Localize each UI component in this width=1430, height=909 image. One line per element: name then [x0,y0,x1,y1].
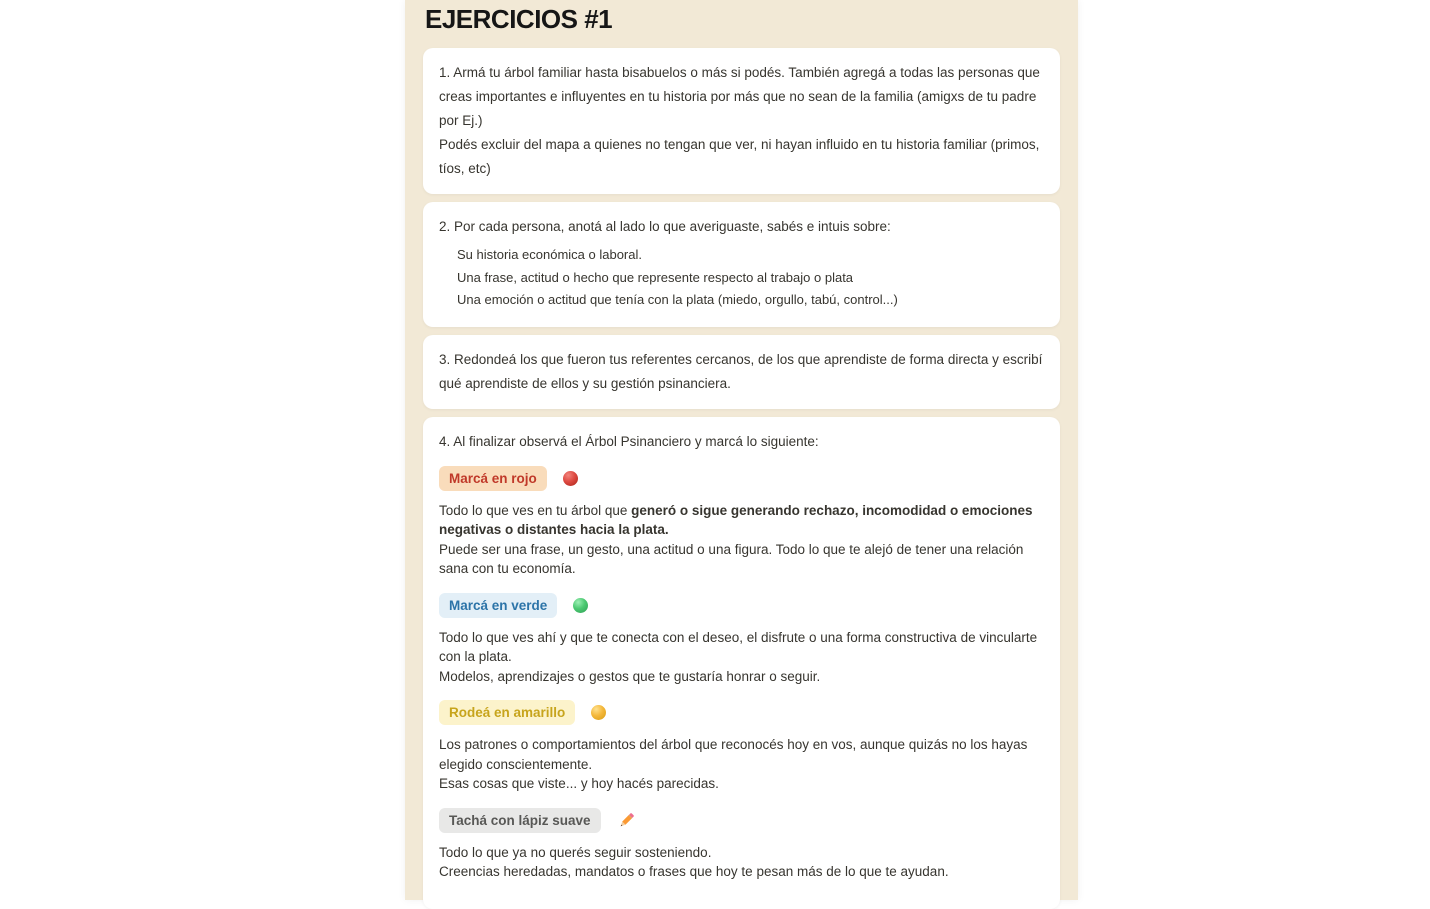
red-paragraph-normal: Todo lo que ves en tu árbol que [439,502,632,518]
green-paragraph-line2: Modelos, aprendizajes o gestos que te gustaría honrar o seguir. [439,668,821,684]
exercise-1-paragraph: 1. Armá tu árbol familiar hasta bisabuelos o más si podés. También agregá a todas las personas que creas importantes e influyentes en tu historia por más que no sean de la familia (amigxs de tu padre por Ej.) [439,65,1040,128]
yellow-paragraph-line2: Esas cosas que viste... y hoy hacés parecidas. [439,776,719,791]
document-column [405,0,1078,900]
list-item: Una emoción o actitud que tenía con la plata (miedo, orgullo, tabú, control...) [457,292,898,307]
pencil-paragraph-line2: Creencias heredadas, mandatos o frases que hoy te pesan más de lo que te ayudan. [439,864,949,879]
green-paragraph-line1: Todo lo que ves ahí y que te conecta con el deseo, el disfrute o una forma constructiva de vincularte con la plata. [439,629,1038,664]
pencil-paragraph-line1: Todo lo que ya no querés seguir sosteniendo. [439,844,712,860]
yellow-paragraph-line1: Los patrones o comportamientos del árbol que reconocés hoy en vos, aunque quizás no los hayas elegido conscientemente. [439,737,1028,772]
red-paragraph-line2: Puede ser una frase, un gesto, una actitud o una figura. Todo lo que te alejó de tener una relación sana con tu economía. [439,541,1024,576]
exercise-card-3 [423,335,1060,409]
exercise-2-heading: 2. Por cada persona, anotá al lado lo que averiguaste, sabés e intuis sobre: [439,219,891,234]
red-badge-row [439,466,1044,491]
red-paragraph-bold: generó o sigue generando rechazo, incomodidad o emociones negativas o distantes hacia la plata. [439,502,1033,537]
pencil-section-paragraph [439,843,1044,882]
green-badge: Marcá en verde [439,593,557,618]
exercise-4-heading: 4. Al finalizar observá el Árbol Psinanciero y marcá lo siguiente: [439,433,819,449]
yellow-badge: Rodeá en amarillo [439,700,575,725]
exercise-card-4 [423,417,1060,909]
yellow-section-paragraph [439,735,1044,794]
pencil-badge: Tachá con lápiz suave [439,808,601,833]
red-circle-icon [563,471,578,486]
exercise-3-paragraph: 3. Redondeá los que fueron tus referentes cercanos, de los que aprendiste de forma directa y escribí qué aprendiste de ellos y su gestión psinanciera. [439,351,1043,391]
red-badge: Marcá en rojo [439,466,547,491]
green-circle-icon [573,598,588,613]
green-section-paragraph [439,628,1044,687]
exercise-1-note: Podés excluir del mapa a quienes no tengan que ver, ni hayan influido en tu historia familiar (primos, tíos, etc) [439,137,1040,176]
yellow-circle-icon [591,705,606,720]
red-section-paragraph [439,501,1044,579]
list-item: Su historia económica o laboral. [457,247,642,262]
green-badge-row [439,593,1044,618]
pencil-icon [617,811,636,830]
pencil-badge-row [439,808,1044,833]
list-item: Una frase, actitud o hecho que represente respecto al trabajo o plata [457,269,854,285]
exercise-card-1 [423,48,1060,194]
page-title: EJERCICIOS #1 [425,4,613,34]
exercise-card-2 [423,202,1060,327]
yellow-badge-row [439,700,1044,725]
exercise-2-list [457,244,1044,312]
